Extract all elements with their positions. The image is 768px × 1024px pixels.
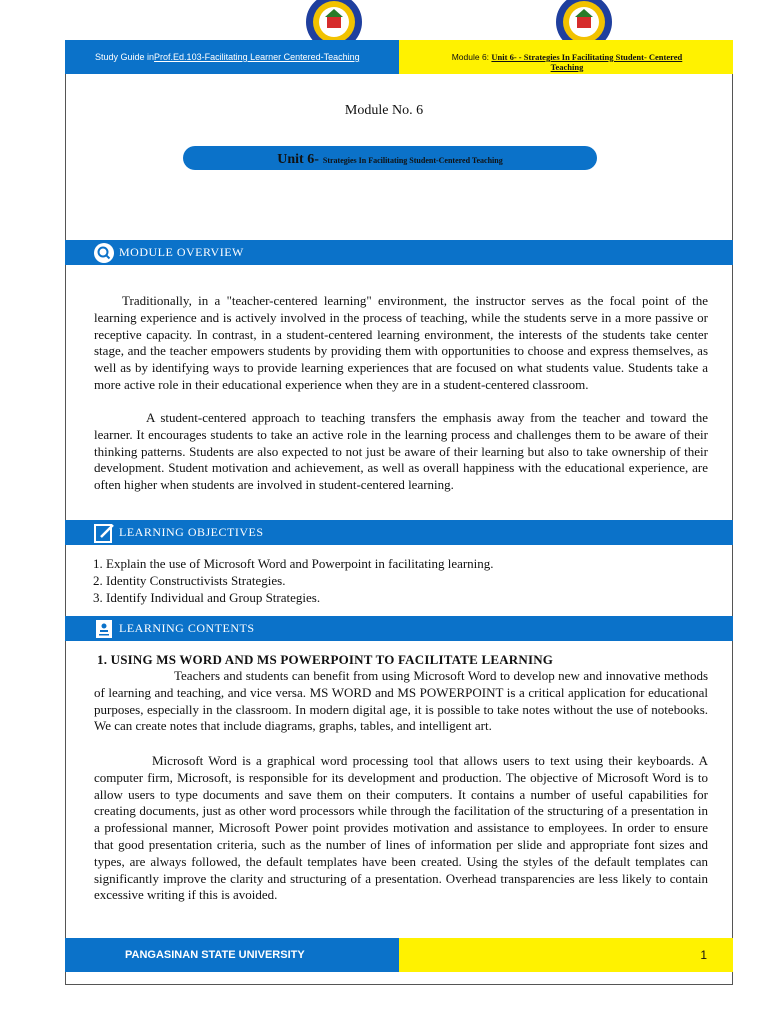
- section-title-objectives: LEARNING OBJECTIVES: [119, 525, 264, 539]
- header-study-guide: [65, 40, 399, 74]
- section-title-contents: LEARNING CONTENTS: [119, 621, 255, 635]
- header-prefix: Study Guide in: [95, 52, 155, 62]
- content-paragraph-2: Microsoft Word is a graphical word processing tool that allows users to text using their keyboards. A computer firm, Microsoft, is responsible for its development and production. The objective of Microsoft Word is to allow users to type documents and save them on their computers. It contains a number of useful capabilities for creating documents, just as other word processors while through the facilitation of the structuring of a presentation in a professional manner, Microsoft Power point provides motivation and assistance to employees. In order to ensure that good presentation criteria, such as the number of lines of information per slide and appropriate font sizes and types, are always followed, the default templates have been created. Using the styles of the default templates can significantly improve the clarity and structuring of a presentation. Overhead transparencies are less likely to contain excessive writing if this is avoided.: [94, 753, 708, 903]
- section-title-overview: MODULE OVERVIEW: [119, 245, 244, 259]
- content-paragraph-1: Teachers and students can benefit from using Microsoft Word to develop new and innovative methods of learning and teaching, and vice versa. MS WORD and MS POWERPOINT is a critical application for educational purposes, especially in the classroom. In modern digital age, it is possible to take notes without the use of notebooks. We can create notes that include diagrams, graphs, tables, and intelligent art.: [94, 668, 708, 734]
- header-unit-link[interactable]: Unit 6- - Strategies In Facilitating Student- Centered: [491, 52, 683, 62]
- content-heading: 1. USING MS WORD AND MS POWERPOINT TO FACILITATE LEARNING: [97, 652, 554, 667]
- section-module-overview: [65, 240, 733, 265]
- unit-label: Unit 6-: [277, 152, 319, 167]
- section-learning-objectives: [65, 520, 733, 545]
- objective-item: 1. Explain the use of Microsoft Word and Powerpoint in facilitating learning.: [93, 556, 494, 571]
- header-unit-link-line2[interactable]: Teaching: [550, 62, 584, 72]
- overview-paragraph-2: A student-centered approach to teaching transfers the emphasis away from the teacher and toward the learner. It encourages students to take an active role in the learning process and challenges them to be aware of their thinking patterns. Students are also expected to not just be aware of their learning but also to take ownership of their development. Student motivation and achievement, as well as overall happiness with the educational experience, are often higher when students are involved in student-centered learning.: [94, 410, 708, 493]
- section-learning-contents: [65, 616, 733, 641]
- overview-paragraph-1: Traditionally, in a "teacher-centered learning" environment, the instructor serves as the focal point of the learning experience and is actively involved in the process of teaching, while the students serve in a more passive or receptive capacity. In contrast, in a student-centered learning environment, the interests of the students take center stage, and the teacher empowers students by providing them with opportunities to choose and express themselves, as well as by identifying ways to provide learning experiences that are focused on what students value. Students take a more active role in their educational experience when they are in a student-centered classroom.: [94, 293, 708, 392]
- header-module-info: [399, 40, 733, 74]
- unit-title-pill: [183, 146, 597, 170]
- objectives-list: [93, 555, 494, 606]
- header-module-prefix: Module 6:: [451, 52, 492, 62]
- unit-subtitle: Strategies In Facilitating Student-Centered Teaching: [322, 156, 503, 165]
- module-number: Module No. 6: [344, 103, 424, 118]
- objectives-edit-icon: [93, 522, 115, 544]
- footer-university: PANGASINAN STATE UNIVERSITY: [65, 938, 399, 972]
- overview-search-icon: [93, 242, 115, 264]
- footer-page-number: 1: [399, 938, 733, 972]
- header-course-link[interactable]: Prof.Ed.103-Facilitating Learner Centered-Teaching: [154, 52, 360, 62]
- contents-document-icon: [93, 618, 115, 640]
- objective-item: 3. Identify Individual and Group Strategies.: [93, 590, 321, 605]
- objective-item: 2. Identity Constructivists Strategies.: [93, 573, 286, 588]
